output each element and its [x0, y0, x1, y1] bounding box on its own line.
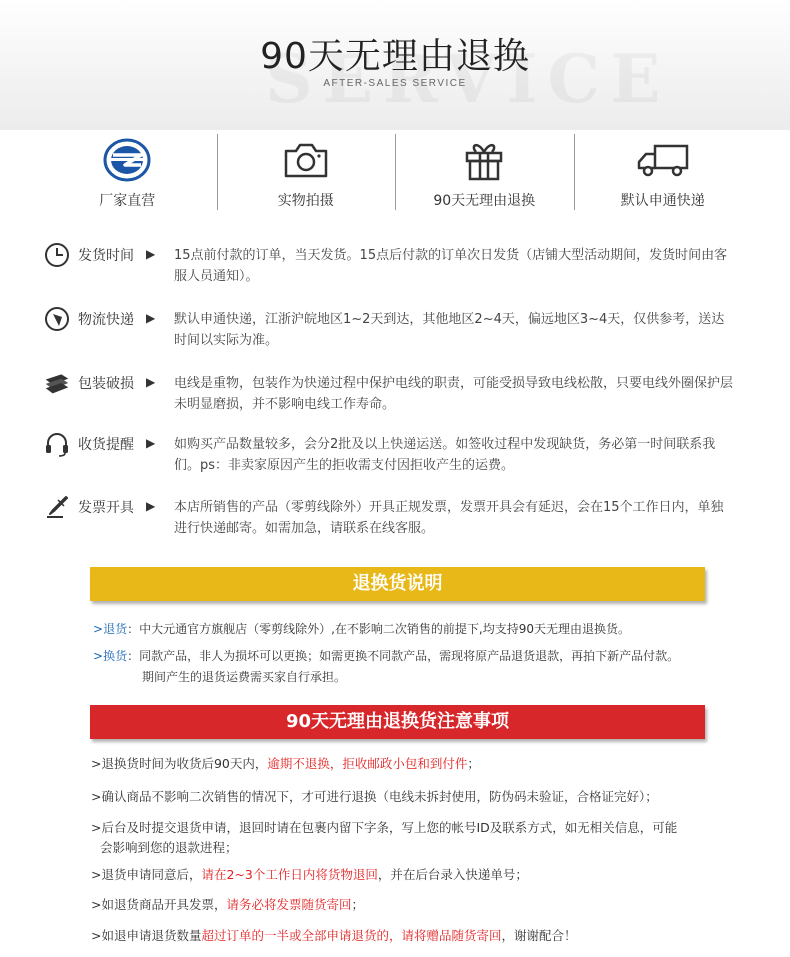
notice-text: >如退货商品开具发票， — [91, 897, 227, 912]
package-icon — [44, 370, 70, 396]
notice-text: 会影响到您的退款进程； — [100, 840, 238, 855]
pen-icon — [44, 494, 70, 520]
truck-icon — [637, 138, 689, 182]
notice-text: ，谢谢配合！ — [501, 928, 577, 943]
info-title: 物流快递 — [78, 312, 134, 328]
feature-photo — [217, 132, 396, 212]
hero-header — [0, 0, 790, 130]
info-title: 包装破损 — [78, 376, 134, 392]
return-text: ：中大元通官方旗舰店（零剪线除外）,在不影响二次销售的前提下,均支持90天无理由退换货。 — [127, 622, 630, 636]
notice-banner: 90天无理由退换货注意事项 — [90, 705, 705, 739]
info-text: 15点前付款的订单，当天发货。15点后付款的订单次日发货（店铺大型活动期间，发货时间由客服人员通知）。 — [174, 248, 728, 284]
notice-highlight: 超过订单的一半或全部申请退货的，请将赠品随货寄回 — [201, 928, 502, 943]
notice-item — [91, 894, 741, 915]
feature-row — [38, 132, 752, 212]
notice-text: ，并在后台录入快递单号； — [377, 867, 528, 882]
gift-icon — [464, 138, 504, 182]
camera-icon — [283, 138, 329, 182]
notice-item — [91, 753, 741, 774]
notice-text: ； — [351, 897, 365, 912]
feature-label: 默认申通快递 — [620, 193, 705, 209]
arrow-icon: ▶ — [146, 311, 156, 325]
swap-policy-line — [93, 646, 679, 666]
info-text: 如购买产品数量较多，会分2批及以上快递运送。如签收过程中发现缺货，务必第一时间联系我们。ps：非卖家原因产生的拒收需支付因拒收产生的运费。 — [174, 437, 716, 473]
factory-logo-icon — [103, 138, 151, 182]
notice-item — [91, 864, 741, 885]
notice-text: >确认商品不影响二次销售的情况下，才可进行退换（电线未拆封使用，防伪码未验证，合格证完好）； — [91, 789, 658, 804]
return-prefix: > — [93, 622, 104, 636]
feature-return — [395, 132, 574, 212]
info-title: 收货提醒 — [78, 437, 134, 453]
page-subtitle: AFTER-SALES SERVICE — [323, 78, 467, 89]
notice-text: >退换货时间为收货后90天内， — [91, 756, 268, 771]
return-policy-line — [93, 619, 630, 639]
notice-text: >后台及时提交退货申请，退回时请在包裹内留下字条，写上您的帐号ID及联系方式，如无相关信息，可能 — [91, 820, 678, 835]
feature-label: 实物拍摄 — [277, 193, 334, 209]
notice-text: ； — [467, 756, 480, 771]
notice-item — [91, 817, 741, 838]
swap-key: 换货 — [103, 649, 128, 663]
arrow-icon: ▶ — [146, 247, 156, 261]
notice-item-continued — [100, 837, 750, 858]
info-text: 默认申通快递，江浙沪皖地区1~2天到达，其他地区2~4天，偏远地区3~4天，仅供参考，送达时间以实际为准。 — [174, 312, 725, 348]
return-key: 退货 — [103, 622, 128, 636]
notice-text: >退货申请同意后， — [91, 867, 202, 882]
exchange-banner: 退换货说明 — [90, 567, 705, 601]
notice-highlight: 请务必将发票随货寄回 — [226, 897, 352, 912]
feature-label: 90天无理由退换 — [433, 193, 536, 209]
info-text: 本店所销售的产品（零剪线除外）开具正规发票，发票开具会有延迟，会在15个工作日内，单独进行快递邮寄。如需加急，请联系在线客服。 — [174, 500, 724, 536]
notice-text: >如退申请退货数量 — [91, 928, 202, 943]
notice-highlight: 请在2~3个工作日内将货物退回 — [201, 867, 378, 882]
info-title: 发货时间 — [78, 248, 134, 264]
feature-label: 厂家直营 — [99, 193, 156, 209]
arrow-icon: ▶ — [146, 436, 156, 450]
notice-item — [91, 925, 741, 946]
feature-factory — [38, 132, 217, 212]
swap-prefix: > — [93, 649, 104, 663]
info-text: 电线是重物，包装作为快递过程中保护电线的职责，可能受损导致电线松散，只要电线外圈保护层未明显磨损，并不影响电线工作寿命。 — [174, 376, 734, 412]
headset-icon — [44, 431, 70, 457]
swap-text: ：同款产品，非人为损坏可以更换；如需更换不同款产品，需现将原产品退货退款，再拍下新产品付款。 — [127, 649, 680, 663]
notice-highlight: 逾期不退换，拒收邮政小包和到付件 — [267, 756, 468, 771]
feature-delivery — [574, 132, 753, 212]
clock-icon — [44, 242, 70, 268]
arrow-icon: ▶ — [146, 375, 156, 389]
info-title: 发票开具 — [78, 500, 134, 516]
arrow-icon: ▶ — [146, 499, 156, 513]
swap-policy-line-2: 期间产生的退货运费需买家自行承担。 — [142, 670, 347, 684]
notice-item — [91, 786, 741, 807]
compass-icon — [44, 306, 70, 332]
page-title: 90天无理由退换 — [260, 36, 530, 77]
